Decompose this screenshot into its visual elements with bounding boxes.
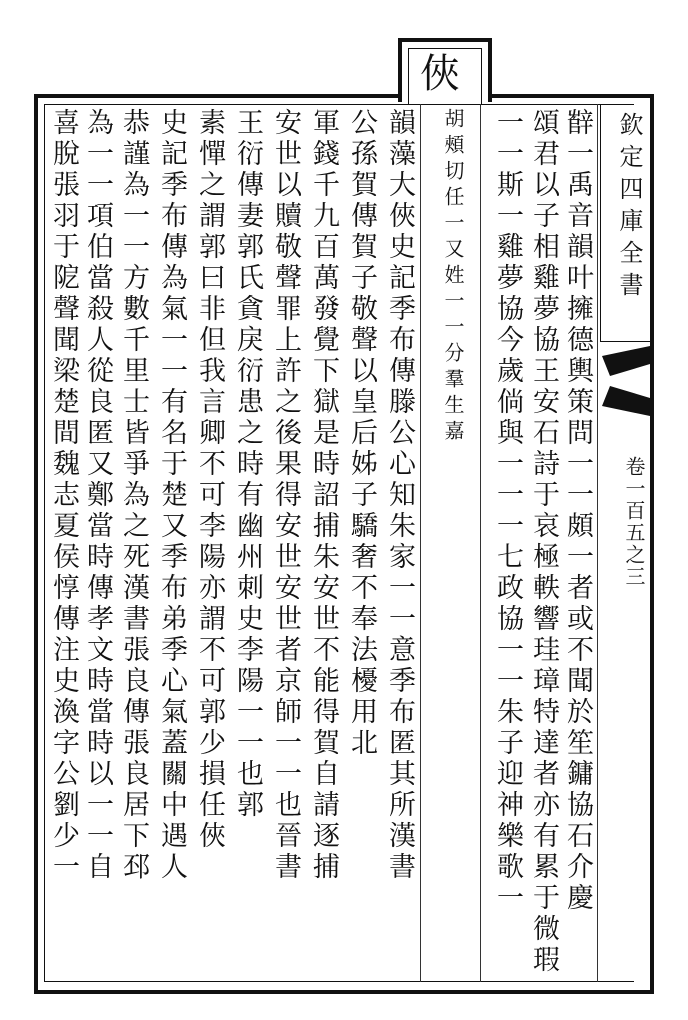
heading-character: 俠 — [420, 51, 460, 97]
column-separator — [420, 104, 421, 982]
text-column-6: 公孫賀傳賀子敬聲以皇后姊子驕奢不奉法櫌用北 — [346, 108, 377, 759]
text-column-10: 素憚之謂郭曰非但我言卿不可李陽亦謂不可郭少損任俠 — [194, 108, 225, 852]
page-border-right — [650, 94, 654, 994]
text-column-4: 胡頰切任一又姓一一分羣生嘉 — [441, 108, 465, 446]
column-separator — [597, 104, 598, 982]
text-column-13: 為一一項伯當殺人從良匿又鄭當時傳孝文時當時以一一自 — [82, 108, 113, 883]
text-column-1: 辥一禹音韻叶擁德輿策問一一頗一者或不聞於笙鏞協石介慶 — [562, 108, 593, 914]
column-separator — [480, 104, 481, 982]
text-column-8: 安世以贖敬聲罪上許之後果得安世安世者京師一一也晉書 — [270, 108, 301, 883]
text-column-7: 軍錢千九百萬發覺下獄是時詔捕朱安世不能得賀自請逐捕 — [308, 108, 339, 883]
text-column-11: 史記季布傳為氣一一有名于楚又季布弟季心氣蓋關中遇人 — [156, 108, 187, 883]
text-column-12: 恭謹為一一方數千里士皆爭為之死漢書張良傳張良居下邳 — [118, 108, 149, 883]
fishtail-mark — [602, 346, 650, 416]
text-column-5: 韻藻大俠史記季布傳滕公心知朱家一一意季布匿其所漢書 — [384, 108, 415, 883]
volume-label: 卷一百五之三 — [622, 456, 646, 588]
text-column-9: 王衍傳妻郭氏貪戾衍患之時有幽州刺史李陽一一也郭 — [232, 108, 263, 821]
running-title: 欽定四庫全書 — [615, 112, 643, 304]
text-column-2: 頌君以子相雞夢協王安石詩于哀極軼響珪璋特達者亦有累于微瑕 — [528, 108, 559, 976]
text-column-14: 喜脫張羽于阸聲聞梁楚間魏志夏侯惇傳注史渙字公劉少一 — [48, 108, 79, 883]
text-column-3: 一一斯一雞夢協今歲倘與一一一七政協一一朱子迎神樂歌一 — [492, 108, 523, 914]
